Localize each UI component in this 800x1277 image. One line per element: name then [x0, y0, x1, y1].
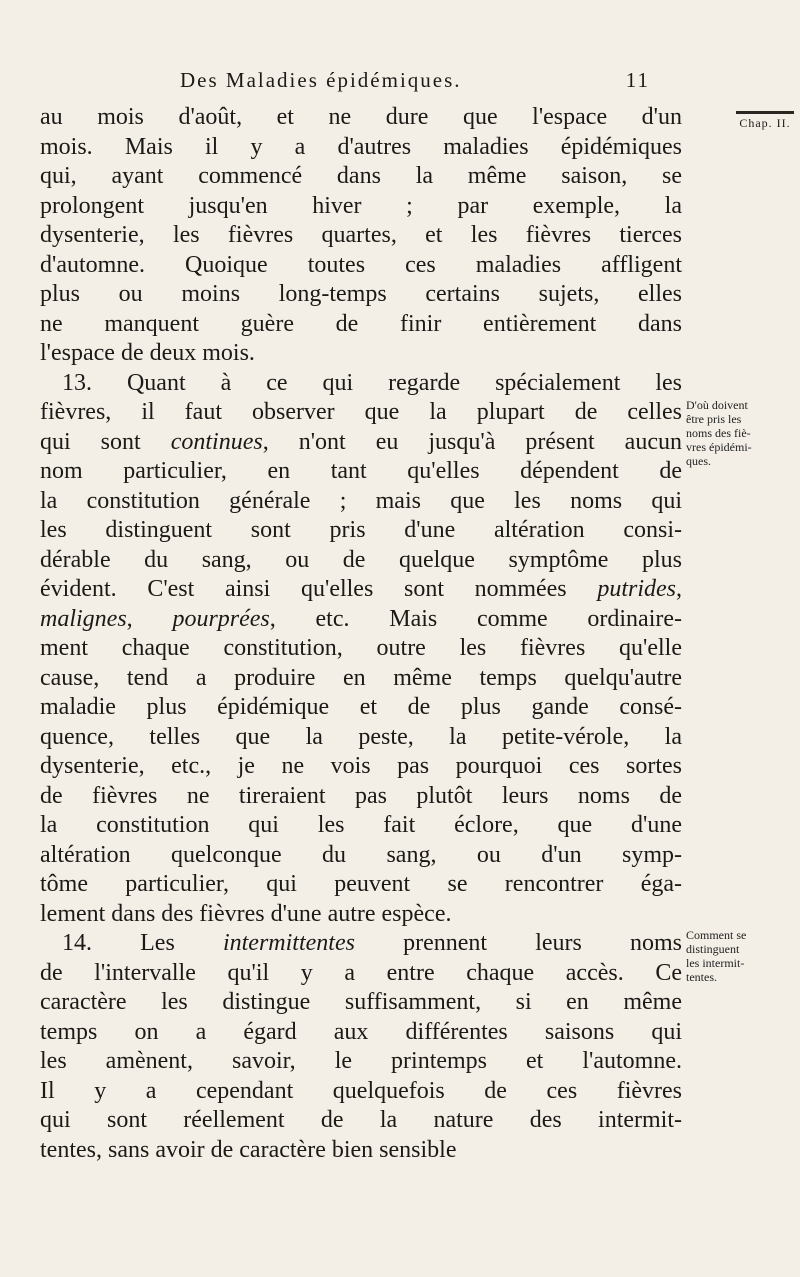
margin-note-line: distinguent: [686, 942, 740, 956]
margin-note-2: [686, 928, 800, 984]
text-line: la constitution qui les fait éclore, que d'une: [40, 812, 682, 838]
margin-note-line: ques.: [686, 454, 711, 468]
text-line: d'automne. Quoique toutes ces maladies affligent: [40, 251, 682, 278]
text-line: maladie plus épidémique et de plus gande consé-: [40, 694, 682, 720]
text-line: nom particulier, en tant qu'elles dépendent de: [40, 458, 682, 484]
text-line: qui sont continues, n'ont eu jusqu'à présent aucun: [40, 428, 682, 455]
text-line: temps on a égard aux différentes saisons qui: [40, 1018, 682, 1045]
page-number: 11: [625, 68, 650, 92]
margin-note-line: être pris les: [686, 412, 742, 426]
margin-chapter-label: Chap. II.: [739, 116, 791, 130]
margin-note-1: [686, 398, 800, 468]
margin-note-line: Comment se: [686, 928, 747, 942]
text-line: ne manquent guère de finir entièrement dans: [40, 310, 682, 337]
body-text: [40, 103, 682, 1165]
text-line: altération quelconque du sang, ou d'un symp-: [40, 841, 682, 868]
text-line: prolongent jusqu'en hiver ; par exemple, la: [40, 192, 682, 219]
text-line: ment chaque constitution, outre les fièvres qu'elle: [40, 635, 682, 661]
text-line: mois. Mais il y a d'autres maladies épidémiques: [40, 133, 682, 160]
text-line: qui sont réellement de la nature des intermit-: [40, 1107, 682, 1133]
text-line: plus ou moins long-temps certains sujets, elles: [40, 281, 682, 307]
text-line: qui, ayant commencé dans la même saison, se: [40, 163, 682, 189]
text-line: malignes, pourprées, etc. Mais comme ordinaire-: [40, 605, 683, 632]
text-line: cause, tend a produire en même temps quelqu'autre: [40, 664, 682, 691]
text-line: au mois d'août, et ne dure que l'espace d'un: [40, 104, 682, 130]
text-line: Il y a cependant quelquefois de ces fièvres: [40, 1077, 682, 1104]
text-line: tentes, sans avoir de caractère bien sensible: [40, 1136, 457, 1163]
text-line: de fièvres ne tireraient pas plutôt leurs noms de: [40, 782, 682, 809]
margin-note-line: les intermit-: [686, 956, 745, 970]
text-line: dysenterie, etc., je ne vois pas pourquoi ces sortes: [40, 753, 682, 779]
text-line: quence, telles que la peste, la petite-vérole, la: [40, 723, 682, 750]
margin-note-line: noms des fiè-: [686, 426, 751, 440]
margin-note-line: D'où doivent: [686, 398, 748, 412]
text-line: caractère les distingue suffisamment, si en même: [40, 989, 682, 1015]
text-line: l'espace de deux mois.: [40, 340, 255, 366]
margin-note-line: vres épidémi-: [686, 440, 752, 454]
text-line: 13. Quant à ce qui regarde spécialement les: [62, 369, 682, 396]
text-line: les amènent, savoir, le printemps et l'automne.: [40, 1048, 682, 1074]
text-line: dysenterie, les fièvres quartes, et les fièvres tierces: [40, 222, 682, 248]
text-line: fièvres, il faut observer que la plupart de celles: [40, 399, 682, 425]
running-title: Des Maladies épidémiques.: [180, 68, 462, 92]
text-line: 14. Les intermittentes prennent leurs noms: [62, 930, 683, 956]
text-line: évident. C'est ainsi qu'elles sont nommées putrides,: [40, 576, 682, 602]
text-line: les distinguent sont pris d'une altération consi-: [40, 517, 682, 543]
text-line: tôme particulier, qui peuvent se rencontrer éga-: [40, 871, 682, 897]
margin-note-line: tentes.: [686, 970, 717, 984]
text-line: de l'intervalle qu'il y a entre chaque accès. Ce: [40, 959, 682, 986]
text-line: lement dans des fièvres d'une autre espèce.: [40, 900, 452, 927]
text-line: la constitution générale ; mais que les noms qui: [40, 487, 682, 514]
text-line: dérable du sang, ou de quelque symptôme plus: [40, 546, 682, 573]
margin-rule: [736, 111, 794, 114]
